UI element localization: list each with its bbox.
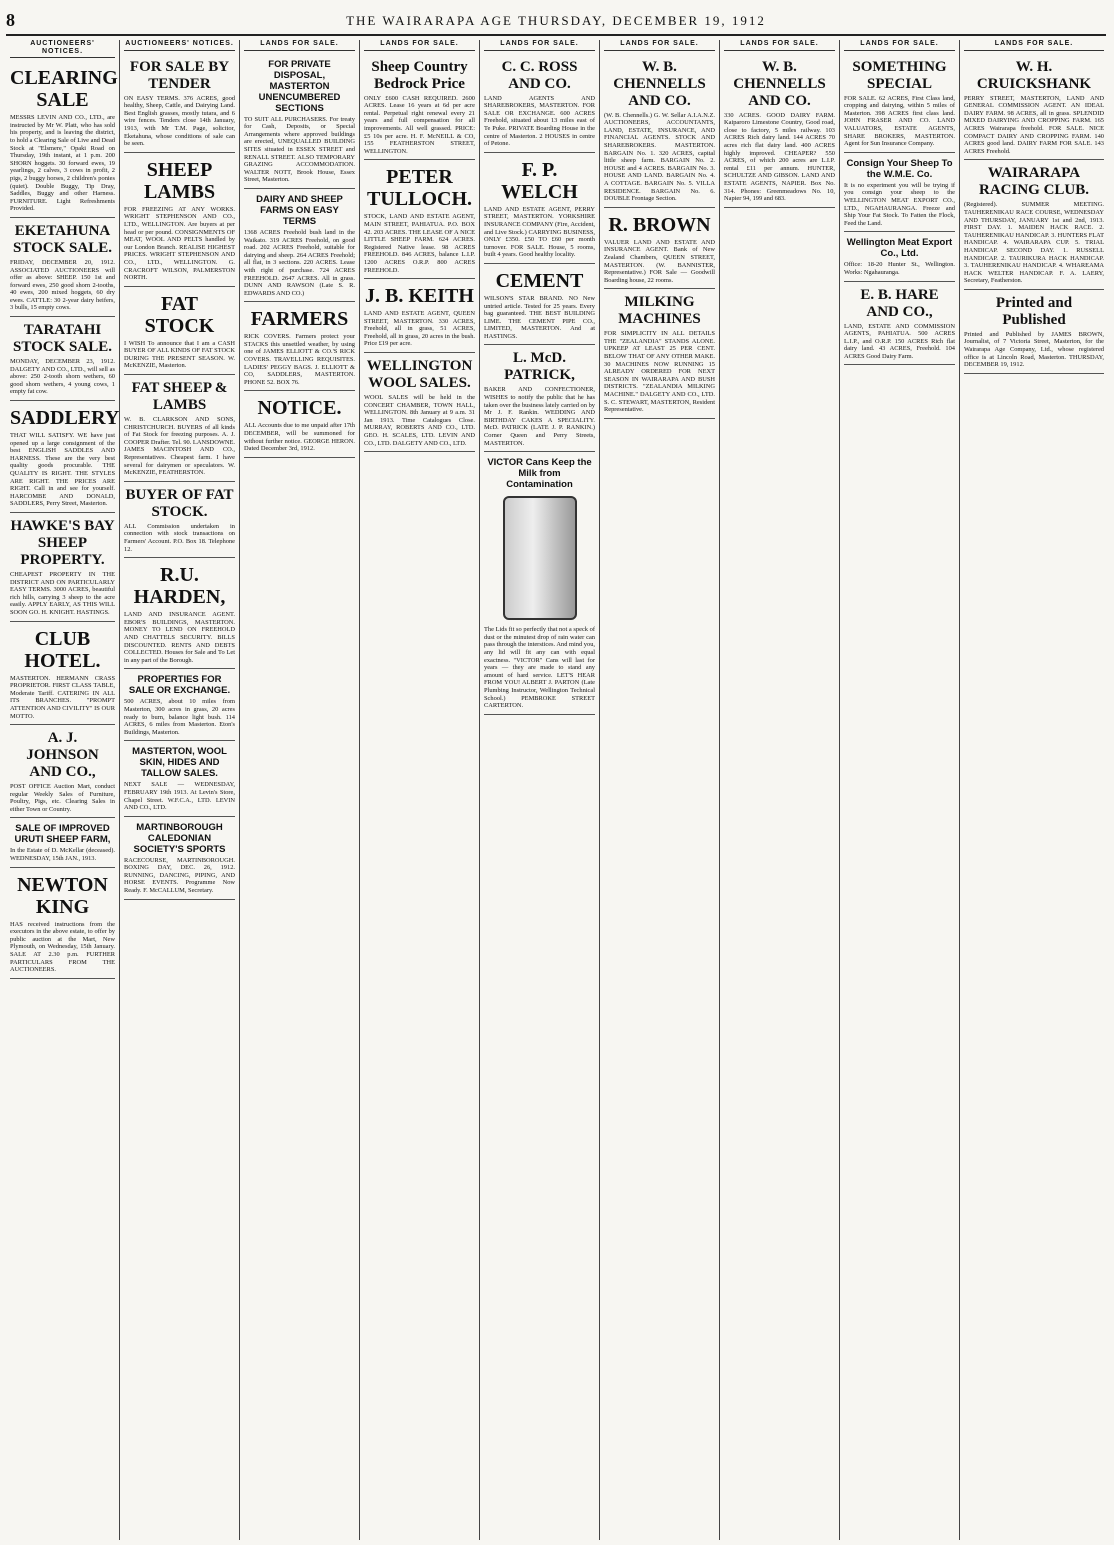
ad-body: LAND AGENTS AND SHAREBROKERS, MASTERTON. FOR SALE OR EXCHANGE. 600 ACRES Freehold, situated about 13 miles east of Te Puke. PRIVATE Boarding House in the centre of Masterton. 2 HOUSES in centre of Petone.: [484, 94, 595, 148]
advertisement: [364, 160, 475, 279]
ad-heading: SOMETHING SPECIAL: [852, 58, 947, 92]
milk-can-illustration: [503, 496, 577, 620]
ad-heading: NOTICE.: [257, 397, 342, 420]
ad-body: (Registered). SUMMER MEETING. TAUHERENIKAU RACE COURSE, WEDNESDAY AND THURSDAY, JANUARY 1st and 2nd, 1913. FIRST DAY. 1. MAIDEN HACK RACE. 2. TAUHERENIKAU HANDICAP. 3. HUNTERS FLAT HANDICAP. 4. WAIRARAPA CUP. 5. TRIAL HANDICAP. SECOND DAY. 1. RUSSELL HANDICAP. 2. TAURIKURA HACK HANDICAP. 3. TAUHERENIKAU HANDICAP. 4. WHAREAMA HACK WELTER HANDICAP. F. A. LAERY, Secretary, Featherston.: [964, 201, 1104, 285]
advertisement: [10, 513, 115, 622]
advertisement: [124, 375, 235, 482]
advertisement: [964, 160, 1104, 290]
advertisement: [604, 289, 715, 419]
ad-heading: C. C. ROSS AND CO.: [501, 58, 578, 92]
ad-body: FOR SIMPLICITY IN ALL DETAILS THE "ZEALANDIA" STANDS ALONE. UPKEEP AT LEAST 25 PER CENT. BELOW THAT OF ANY OTHER MAKE. 30 MACHINES NOW RUNNING 15 ALREADY ORDERED FOR NEXT SEASON IN WAIRARAPA AND BUSH DISTRICTS. "ZEALANDIA MILKING MACHINE." DALGETY AND CO., LTD. S. C. STEWART, MASTERTON, Resident Representative.: [604, 330, 715, 414]
advertisement: [364, 353, 475, 452]
page-title: THE WAIRARAPA AGE THURSDAY, DECEMBER 19, 1912: [346, 13, 766, 28]
ad-body: NEXT SALE — WEDNESDAY, FEBRUARY 19th 1913. At Levin's Store, Chapel Street. W.F.C.A., LTD. LEVIN AND CO., LTD.: [124, 781, 235, 812]
advertisement: [10, 401, 120, 513]
advertisement: [124, 54, 235, 153]
ad-heading: CEMENT: [495, 269, 584, 292]
advertisement: [484, 153, 595, 264]
advertisement: [244, 302, 355, 391]
advertisement: [844, 282, 955, 366]
advertisement: [124, 153, 235, 287]
ad-body: RACECOURSE, MARTINBOROUGH. BOXING DAY, DEC. 26, 1912. RUNNING, DANCING, PIPING, AND HORSE EVENTS. Programme Now Ready. F. McCALLUM, Secretary.: [124, 856, 235, 895]
column-header: LANDS FOR SALE.: [484, 40, 595, 51]
ad-body: TO SUIT ALL PURCHASERS. For treaty for Cash, Deposits, or Special Arrangements where approved buildings are erected, UNEQUALLED BUILDING SITES situated in ESSEX STREET and RENALL STREET. ALSO TEMPORARY GRAZING ACCOMMODATION. WALTER NOTT, Brook House, Essex Street, Masterton.: [244, 115, 355, 184]
advertisement: [10, 622, 115, 726]
ad-body: LAND AND ESTATE AGENT, PERRY STREET, MASTERTON. YORKSHIRE INSURANCE COMPANY (Fire, Accident, and Live Stock.) CARRYING BUSINESS, ONLY £350. £50 TO £60 per month turnover. FOR SALE. House, 5 rooms, built 4 years. Good healthy locality.: [484, 205, 595, 259]
ad-body: (W. B. Chennells.) G. W. Sellar A.I.A.N.Z. AUCTIONEERS, ACCOUNTANTS, LAND, ESTATE, INSURANCE, AND FINANCIAL AGENTS. STOCK AND SHAREBROKERS. MASTERTON. BARGAIN No. 1. 320 ACRES, capital little sheep farm. BARGAIN No. 2. HOUSE and 4 ACRES. BARGAIN No. 3. HOUSE AND LAND. BARGAIN No. 4. A COTTAGE. BARGAIN No. 5. VILLA RESIDENCE. BARGAIN No. 6. DOUBLE Frontage Section.: [604, 111, 715, 203]
ad-body: PERRY STREET, MASTERTON, LAND AND GENERAL COMMISSION AGENT. AN IDEAL DAIRY FARM. 98 ACRES, all in grass. SPLENDID MIXED DAIRYING AND CROPPING FARM. 165 ACRES Wairarapa freehold. FOR SALE. NICE COMPACT DAIRY AND CROPPING FARM. 140 ACRES good land. DAIRY FARM FOR SALE. 143 ACRES Freehold.: [964, 94, 1104, 155]
column-header: LANDS FOR SALE.: [964, 40, 1104, 51]
advertisement: [244, 54, 355, 189]
ad-body: ALL Commission undertaken in connection with stock transactions on Farmers' Account. P.O. Box 18. Telephone 12.: [124, 522, 235, 553]
masthead: [6, 10, 1106, 36]
ad-heading: R.U. HARDEN,: [133, 564, 226, 609]
ad-heading: R. BROWN: [608, 213, 711, 236]
column-header: LANDS FOR SALE.: [724, 40, 835, 51]
ad-heading: W. H. CRUICKSHANK: [976, 58, 1092, 92]
ad-heading: MARTINBOROUGH CALEDONIAN SOCIETY'S SPORTS: [133, 821, 226, 855]
ad-body: POST OFFICE Auction Mart, conduct regular Weekly Sales of Furniture, Poultry, Pigs, etc. Clearing Sales in either Town or Country.: [10, 783, 115, 813]
ad-heading: W. B. CHENNELLS AND CO.: [733, 58, 826, 109]
advertisement: [10, 868, 115, 979]
ad-heading: VICTOR Cans Keep the Milk from Contamination: [487, 457, 592, 491]
ad-heading: TARATAHI STOCK SALE.: [13, 322, 112, 356]
ad-heading: FOR SALE BY TENDER: [129, 58, 230, 92]
advertisement: [844, 54, 955, 153]
advertisement: [724, 54, 835, 208]
column-3: [240, 40, 360, 1540]
advertisement: [124, 669, 235, 741]
ad-heading: E. B. HARE AND CO.,: [860, 286, 939, 320]
ad-heading: DAIRY AND SHEEP FARMS ON EASY TERMS: [256, 193, 343, 227]
ad-body: LAND AND INSURANCE AGENT. EBOR'S BUILDINGS, MASTERTON. MONEY TO LEND ON FREEHOLD AND CHATTELS SECURITY. BILLS DISCOUNTED. RENTS AND DEBTS COLLECTED. Houses for Sale and To Let in any part of the Borough.: [124, 611, 235, 664]
ad-heading: MILKING MACHINES: [618, 294, 701, 328]
ad-heading: SADDLERY: [10, 407, 120, 430]
column-header: LANDS FOR SALE.: [844, 40, 955, 51]
ad-body: 330 ACRES. GOOD DAIRY FARM. Kaiparoro Limestone Country, Good road, close to factory, 5 miles railway. 103 ACRES Rich dairy land. 144 ACRES 70 acres rich flat dairy land. 400 ACRES highly improved. CHEAPER? 550 ACRES, of which 200 acres are L.I.P. rental £11 per annum. HUNTER, SCHULTZE AND GIBSON. LAND AND ESTATE AGENTS, NAPIER. Box No. 314. Phones: Greenmeadows No. 10, Napier 94, 199 and 683.: [724, 111, 835, 203]
column-header: AUCTIONEERS' NOTICES.: [124, 40, 235, 51]
ad-heading: PETER TULLOCH.: [366, 166, 473, 211]
ad-heading: J. B. KEITH: [365, 285, 474, 308]
column-header: LANDS FOR SALE.: [364, 40, 475, 51]
ad-body: FRIDAY, DECEMBER 20, 1912. ASSOCIATED AUCTIONEERS will offer as above: SHEEP. 150 1st and forward ewes, 250 good shorn 2-tooths, 40 ewes, 200 mixed hoggets, 60 dry ewes. CATTLE: 30 2-year dairy heifers, 3 bulls, 15 empty cows.: [10, 258, 115, 312]
page-number: 8: [6, 10, 15, 30]
advertisement: [244, 391, 355, 457]
ad-heading: F. P. WELCH: [501, 158, 578, 203]
column-7: [720, 40, 840, 1540]
ad-heading: BUYER OF FAT STOCK.: [125, 486, 234, 520]
ad-body: FOR FREEZING AT ANY WORKS. WRIGHT STEPHENSON AND CO., LTD., WELLINGTON. Are buyers at per head or per pound. CONSIGNMENTS OF MEAT, WOOL AND PELTS handled by our London Branch. REALISE HIGHEST PRICES. WRIGHT STEPHENSON AND CO., LTD., WELLINGTON. G. CRACROFT WILSON, PALMERSTON NORTH.: [124, 205, 235, 282]
ad-heading: EKETAHUNA STOCK SALE.: [13, 222, 112, 256]
ad-heading: W. B. CHENNELLS AND CO.: [613, 58, 706, 109]
advertisement: [10, 725, 115, 818]
advertisement: [124, 287, 235, 375]
ad-body: CHEAPEST PROPERTY IN THE DISTRICT AND ON PARTICULARLY EASY TERMS. 3000 ACRES, beautiful rich hills, carrying 3 sheep to the acre easily. APPLY EARLY, AS THIS WILL SOON GO. H. KNIGHT. HASTINGS.: [10, 570, 115, 616]
column-6: [600, 40, 720, 1540]
advertisement: [124, 817, 235, 900]
advertisement: [484, 452, 595, 715]
ad-heading: L. McD. PATRICK,: [504, 350, 575, 384]
ad-body: I WISH To announce that I am a CASH BUYER OF ALL KINDS OF FAT STOCK DURING THE PRESENT SEASON. W. McKENZIE, Masterton.: [124, 339, 235, 370]
ad-body: THAT WILL SATISFY. WE have just opened up a large consignment of the best ENGLISH SADDLES AND HARNESS. These are the very best quality goods procurable. THE QUALITY IS RIGHT. THE STYLES ARE RIGHT. THE PRICES ARE RIGHT. Call in and see for yourself. HARCOMBE AND DONALD, SADDLERS, Perry Street, Masterton.: [10, 432, 115, 508]
ad-body: STOCK, LAND AND ESTATE AGENT, MAIN STREET, PAHIATUA. P.O. BOX 42. 203 ACRES. THE LEASE OF A NICE LITTLE SHEEP FARM. 624 ACRES. Registered Native lease. 98 ACRES FREEHOLD. 846 ACRES, balance L.I.P. 1200 ACRES O.R.P. 800 ACRES FREEHOLD.: [364, 213, 475, 274]
ad-heading: WELLINGTON WOOL SALES.: [366, 358, 473, 392]
ad-heading: Sheep Country Bedrock Price: [371, 58, 468, 92]
ad-body: 500 ACRES, about 10 miles from Masterton, 300 acres in grass, 20 acres ready to burn, balance light bush. 114 ACRES, 6 miles from Masterton. Eton's Buildings, Masterton.: [124, 698, 235, 736]
column-9: [960, 40, 1108, 1540]
ad-heading: MASTERTON, WOOL SKIN, HIDES AND TALLOW SALES.: [132, 746, 227, 780]
ad-body: In the Estate of D. McKellar (deceased). WEDNESDAY, 15th JAN., 1913.: [10, 847, 115, 863]
ad-heading: Wellington Meat Export Co., Ltd.: [846, 237, 953, 260]
ad-heading: FARMERS: [250, 308, 349, 331]
advertisement: [124, 741, 235, 816]
ad-heading: CLEARING SALE: [10, 67, 118, 112]
column-4: [360, 40, 480, 1540]
advertisement: [10, 218, 115, 317]
advertisement: [124, 482, 235, 558]
column-header: LANDS FOR SALE.: [244, 40, 355, 51]
ad-heading: CLUB HOTEL.: [24, 627, 101, 672]
ad-body: Office: 18-20 Hunter St., Wellington. Works: Ngahauranga.: [844, 261, 955, 276]
ad-heading: Printed and Published: [995, 294, 1073, 328]
advertisement: [964, 54, 1104, 161]
advertisement: [10, 61, 118, 218]
ad-body: MONDAY, DECEMBER 23, 1912. DALGETY AND CO., LTD., will sell as above: 250 2-tooth shorn wethers, 60 good shorn wethers, 4 young cows, 1 empty fat cow.: [10, 358, 115, 396]
column-1: [6, 40, 120, 1540]
ad-body: WILSON'S STAR BRAND. NO New untried article. Tested for 25 years. Every bag guaranteed. THE BEST BUILDING LIME. THE CEMENT PIPE CO., LIMITED, MASTERTON. And at HASTINGS.: [484, 294, 595, 340]
advertisement: [604, 54, 715, 208]
ad-body: The Lids fit so perfectly that not a speck of dust or the minutest drop of rain water can pass through the interstices. And mind you, any lid will fit any can with equal exactness. "VICTOR" Cans will last for years — they are made to stand any amount of hard service. LET'S HEAR FROM YOU! ALBERT J. PARTON (Late Plumbing Instructor, Wellington Technical School.) PEMBROKE STREET CARTERTON.: [484, 626, 595, 710]
ad-body: ALL Accounts due to me unpaid after 17th DECEMBER, will be summoned for without further notice. GEORGE HERON. Dated December 3rd, 1912.: [244, 422, 355, 453]
ad-heading: PROPERTIES FOR SALE OR EXCHANGE.: [128, 674, 231, 697]
ad-body: ONLY £600 CASH REQUIRED. 2600 ACRES. Lease 16 years at 6d per acre rental. Perpetual right renewal every 21 years and full compensation for all improvements. All well grassed. PRICE: £5 10s per acre. H. F. McNEILL & CO, 155 FEATHERSTON STREET, WELLINGTON.: [364, 94, 475, 155]
ad-body: WOOL SALES will be held in the CONCERT CHAMBER, TOWN HALL, WELLINGTON. 8th January at 9 a.m. 31 Jan 1913. Time Catalogues Close. MURRAY, ROBERTS AND CO., LTD. GEO. H. SCALES, LTD. LEVIN AND CO., LTD. DALGETY AND CO., LTD.: [364, 394, 475, 447]
ad-body: W. B. CLARKSON AND SONS, CHRISTCHURCH. BUYERS of all kinds of Fat Stock for freezing purposes. A. J. COOPER Drafter. Tel. 90. LANSDOWNE. JAMES MACINTOSH AND CO., Representatives. Cheapest farm. I have several for dairymen or speculators. W. McKENZIE, FEATHERSTON.: [124, 416, 235, 477]
ad-body: VALUER LAND AND ESTATE AND INSURANCE AGENT. Bank of New Zealand Chambers, QUEEN STREET, MASTERTON. (W. BANNISTER, Representative.) FOR Sale — Goodwill Boarding house, 22 rooms.: [604, 238, 715, 284]
ad-heading: FAT SHEEP & LAMBS: [131, 380, 228, 414]
advertisement: [964, 290, 1104, 374]
ad-body: LAND, ESTATE AND COMMISSION AGENTS, PAHIATUA. 500 ACRES L.I.P., and O.R.P. 150 ACRES Rich flat dairy land. 43 ACRES, Freehold. 104 ACRES Good Dairy Farm.: [844, 322, 955, 360]
ad-body: MESSRS LEVIN AND CO., LTD., are instructed by Mr W. Platt, who has sold his property, and is leaving the district, to hold a Clearing Sale of Live and Dead Stock at "Elsmere," Opaki Road on Thursday, 19th instant, at 1 p.m. 200 SHORN hoggets. 30 forward ewes, 19 yearlings, 2 calves, 3 cows in profit, 2 pigs, 2 buggy horses, 2 children's ponies (quiet). Double Buggy, Tip Dray, Saddles, Buggy and other Harness. FURNITURE. Light Refreshments Provided.: [10, 114, 115, 213]
advertisement: [604, 208, 715, 290]
ad-body: 1368 ACRES Freehold bush land in the Waikato. 319 ACRES Freehold, on good road. 202 ACRES Freehold, suitable for dairying and sheep. 264 ACRES Freehold; all flat, in 3 sections. 220 ACRES. Lease with right of purchase. 724 ACRES FREEHOLD. 2647 ACRES. All in grass. DUNN AND RAWSON (Late S. R. EDWARDS AND CO.): [244, 228, 355, 297]
ad-heading: FOR PRIVATE DISPOSAL, MASTERTON UNENCUMBERED SECTIONS: [258, 58, 341, 114]
ad-body: Printed and Published by JAMES BROWN, Journalist, of 7 Victoria Street, Masterton, for the Wairarapa Age Company, Ltd., whose registered office is at Lincoln Road, Masterton. THURSDAY, DECEMBER 19, 1912.: [964, 330, 1104, 369]
ad-heading: FAT STOCK: [144, 292, 215, 337]
advertisement: [484, 54, 595, 153]
advertisement: [484, 264, 595, 346]
advertisement: [10, 317, 115, 401]
advertisement: [244, 189, 355, 302]
column-header: LANDS FOR SALE.: [604, 40, 715, 51]
advertisement: [10, 818, 115, 867]
ad-heading: NEWTON KING: [17, 873, 108, 918]
ad-heading: Consign Your Sheep To the W.M.E. Co.: [846, 157, 953, 180]
ad-heading: SALE OF IMPROVED URUTI SHEEP FARM,: [14, 823, 111, 846]
advertisement: [124, 558, 235, 669]
column-5: [480, 40, 600, 1540]
ad-body: ON EASY TERMS. 376 ACRES, good healthy, Sheep, Cattle, and Dairying Land. Best English grasses, mostly tutara, and 6 wire fences. Tenders close 14th January, 1913, with Mr T.M. Page, solicitor, Eketahuna, whose conditions of sale can be seen.: [124, 94, 235, 148]
advertisement: [364, 279, 475, 353]
column-header: AUCTIONEERS' NOTICES.: [10, 40, 115, 58]
ad-heading: A. J. JOHNSON AND CO.,: [26, 730, 99, 781]
advertisement: [844, 232, 955, 281]
ad-body: MASTERTON. HERMANN CRASS PROPRIETOR. FIRST CLASS TABLE, Moderate Tariff. CATERING IN ALL ITS BRANCHES. "PROMPT ATTENTION AND CIVILITY" IS OUR MOTTO.: [10, 674, 115, 720]
ad-body: RICK COVERS. Farmers protect your STACKS this unsettled weather, by using one of JAMES ELLIOTT & CO.'S RICK COVERS. TRAVELLING REQUISITES. LADIES' PEGGY BAGS. J. ELLIOTT & CO, SADDLERS, MASTERTON. PHONE 52. BOX 76.: [244, 333, 355, 386]
ad-heading: WAIRARAPA RACING CLUB.: [978, 165, 1089, 199]
column-8: [840, 40, 960, 1540]
ad-body: HAS received instructions from the executors in the above estate, to offer by public auction at the Mart, New Plymouth, on Wednesday, 15th January. SALE AT 2.30 p.m. FURTHER PARTICULARS FROM THE AUCTIONEERS.: [10, 920, 115, 974]
ad-body: FOR SALE. 62 ACRES, First Class land, cropping and dairying, within 5 miles of Masterton. 398 ACRES first class land. JOHN FRASER AND CO. LAND VALUATORS, ESTATE AGENTS, SHARE BROKERS, MASTERTON. Agent for Sun Insurance Company.: [844, 94, 955, 148]
advertisement: [484, 345, 595, 452]
ad-heading: SHEEP LAMBS: [143, 158, 216, 203]
ad-body: It is no experiment you will be trying if you consign your sheep to the WELLINGTON MEAT EXPORT CO., LTD., NGAHAURANGA. Freeze and Ship Your Fat Stock. To Fatten the Flock, Feed the Land.: [844, 181, 955, 227]
ad-body: BAKER AND CONFECTIONER, WISHES to notify the public that he has taken over the business lately carried on by Mr J. F. Rankin. WEDDING AND BIRTHDAY CAKES A SPECIALITY. McD. PATRICK (LATE J. P. RANKIN.) Corner Queen and Perry Streets, MASTERTON.: [484, 386, 595, 447]
advertisement: [364, 54, 475, 161]
advertisement: [844, 153, 955, 233]
column-2: [120, 40, 240, 1540]
ad-body: LAND AND ESTATE AGENT, QUEEN STREET, MASTERTON. 330 ACRES, Freehold, all in grass, 51 ACRES, Freehold, all in grass, 20 acres in the bush. Price £19 per acre.: [364, 310, 475, 348]
ad-heading: HAWKE'S BAY SHEEP PROPERTY.: [10, 517, 115, 568]
